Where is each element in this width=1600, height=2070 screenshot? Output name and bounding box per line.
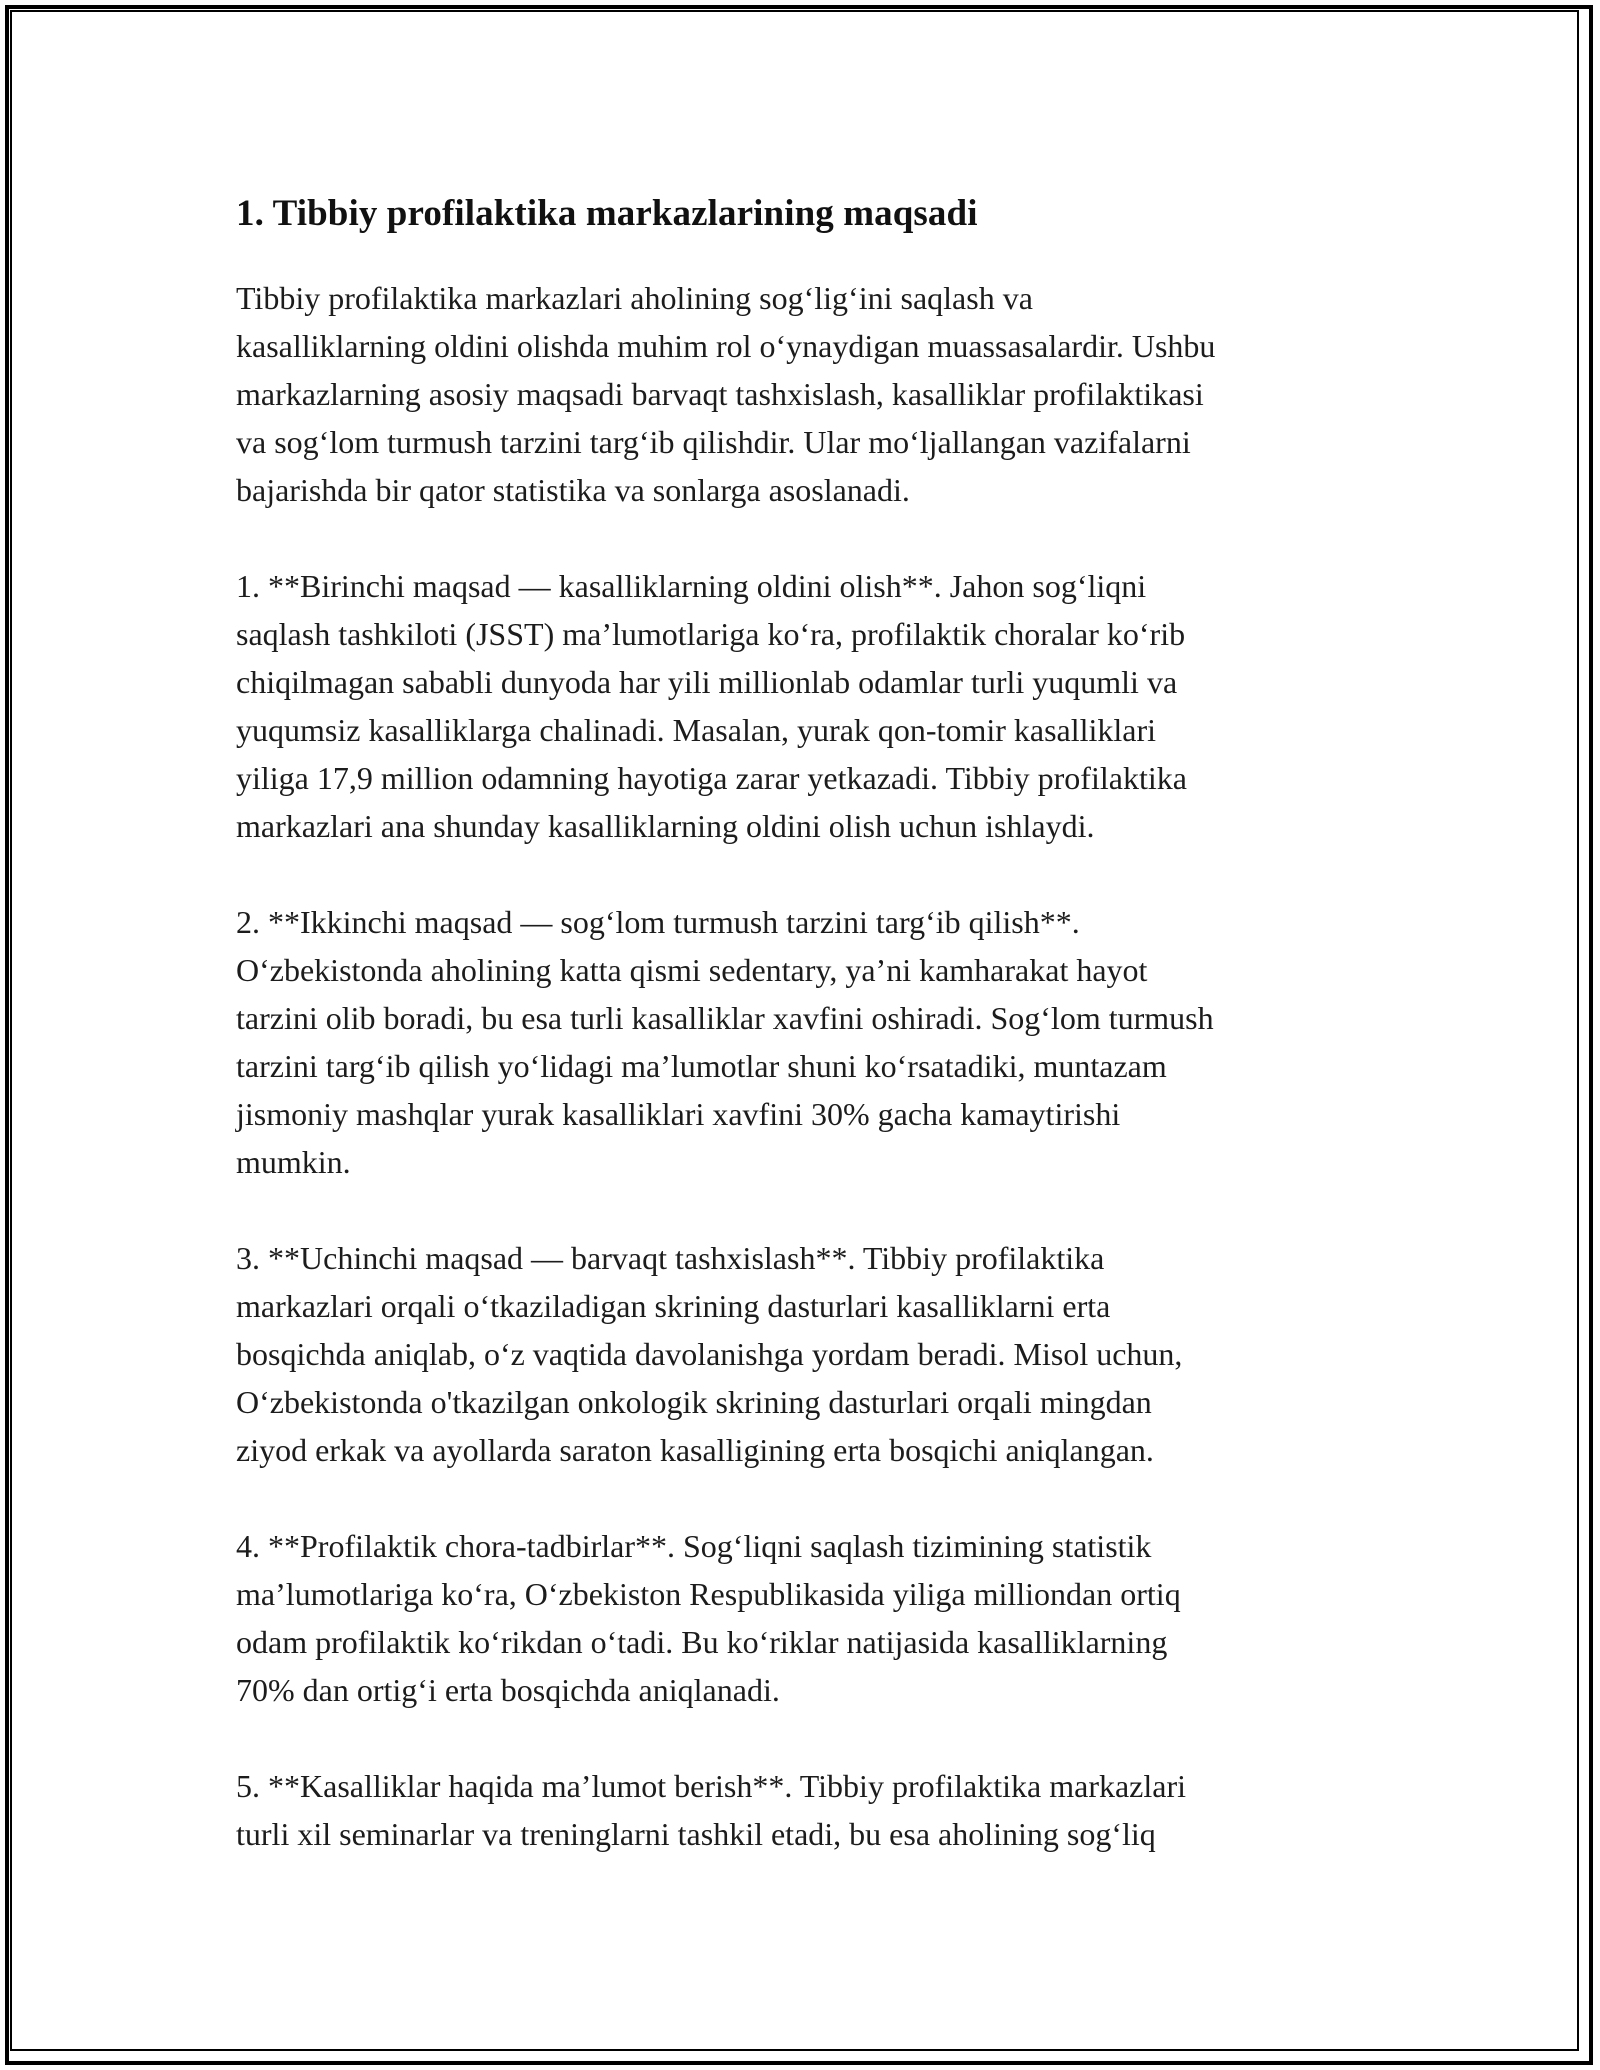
text-line: bajarishda bir qator statistika va sonlarga asoslanadi. (236, 472, 910, 508)
text-line: kasalliklarning oldini olishda muhim rol o‘ynaydigan muassasalardir. Ushbu (236, 328, 1216, 364)
text-line: jismoniy mashqlar yurak kasalliklari xavfini 30% gacha kamaytirishi (236, 1096, 1121, 1132)
section-heading: 1. Tibbiy profilaktika markazlarining maqsadi (236, 193, 978, 234)
text-line: O‘zbekistonda o'tkazilgan onkologik skrining dasturlari orqali mingdan (236, 1384, 1152, 1420)
text-line: Tibbiy profilaktika markazlari aholining sog‘lig‘ini saqlash va (236, 280, 1033, 316)
text-line: odam profilaktik ko‘rikdan o‘tadi. Bu ko‘riklar natijasida kasalliklarning (236, 1624, 1168, 1660)
text-line: mumkin. (236, 1144, 351, 1180)
goal-two-paragraph (236, 898, 1366, 1186)
text-line: 70% dan ortig‘i erta bosqichda aniqlanadi. (236, 1672, 780, 1708)
goal-one-paragraph (236, 562, 1366, 850)
intro-paragraph (236, 274, 1366, 514)
goal-three-paragraph (236, 1234, 1366, 1474)
disease-information-paragraph (236, 1762, 1366, 1858)
text-line: va sog‘lom turmush tarzini targ‘ib qilishdir. Ular mo‘ljallangan vazifalarni (236, 424, 1191, 460)
text-line: tarzini olib boradi, bu esa turli kasalliklar xavfini oshiradi. Sog‘lom turmush (236, 1000, 1214, 1036)
text-line: 2. **Ikkinchi maqsad — sog‘lom turmush tarzini targ‘ib qilish**. (236, 904, 1080, 940)
text-line: yuqumsiz kasalliklarga chalinadi. Masalan, yurak qon-tomir kasalliklari (236, 712, 1157, 748)
text-line: saqlash tashkiloti (JSST) ma’lumotlariga ko‘ra, profilaktik choralar ko‘rib (236, 616, 1186, 652)
text-line: 5. **Kasalliklar haqida ma’lumot berish**. Tibbiy profilaktika markazlari (236, 1768, 1187, 1804)
document-page (236, 186, 1366, 1906)
text-line: markazlari orqali o‘tkaziladigan skrining dasturlari kasalliklarni erta (236, 1288, 1111, 1324)
text-line: markazlari ana shunday kasalliklarning oldini olish uchun ishlaydi. (236, 808, 1095, 844)
text-line: turli xil seminarlar va treninglarni tashkil etadi, bu esa aholining sog‘liq (236, 1816, 1156, 1852)
text-line: tarzini targ‘ib qilish yo‘lidagi ma’lumotlar shuni ko‘rsatadiki, muntazam (236, 1048, 1167, 1084)
text-line: chiqilmagan sababli dunyoda har yili millionlab odamlar turli yuqumli va (236, 664, 1178, 700)
text-line: ma’lumotlariga ko‘ra, O‘zbekiston Respublikasida yiliga milliondan ortiq (236, 1576, 1181, 1612)
text-line: ziyod erkak va ayollarda saraton kasalligining erta bosqichi aniqlangan. (236, 1432, 1154, 1468)
text-line: 4. **Profilaktik chora-tadbirlar**. Sog‘liqni saqlash tizimining statistik (236, 1528, 1152, 1564)
text-line: markazlarning asosiy maqsadi barvaqt tashxislash, kasalliklar profilaktikasi (236, 376, 1204, 412)
text-line: bosqichda aniqlab, o‘z vaqtida davolanishga yordam beradi. Misol uchun, (236, 1336, 1183, 1372)
text-line: 1. **Birinchi maqsad — kasalliklarning oldini olish**. Jahon sog‘liqni (236, 568, 1147, 604)
prevention-measures-paragraph (236, 1522, 1366, 1714)
text-line: O‘zbekistonda aholining katta qismi sedentary, ya’ni kamharakat hayot (236, 952, 1148, 988)
text-line: yiliga 17,9 million odamning hayotiga zarar yetkazadi. Tibbiy profilaktika (236, 760, 1187, 796)
text-line: 3. **Uchinchi maqsad — barvaqt tashxislash**. Tibbiy profilaktika (236, 1240, 1105, 1276)
